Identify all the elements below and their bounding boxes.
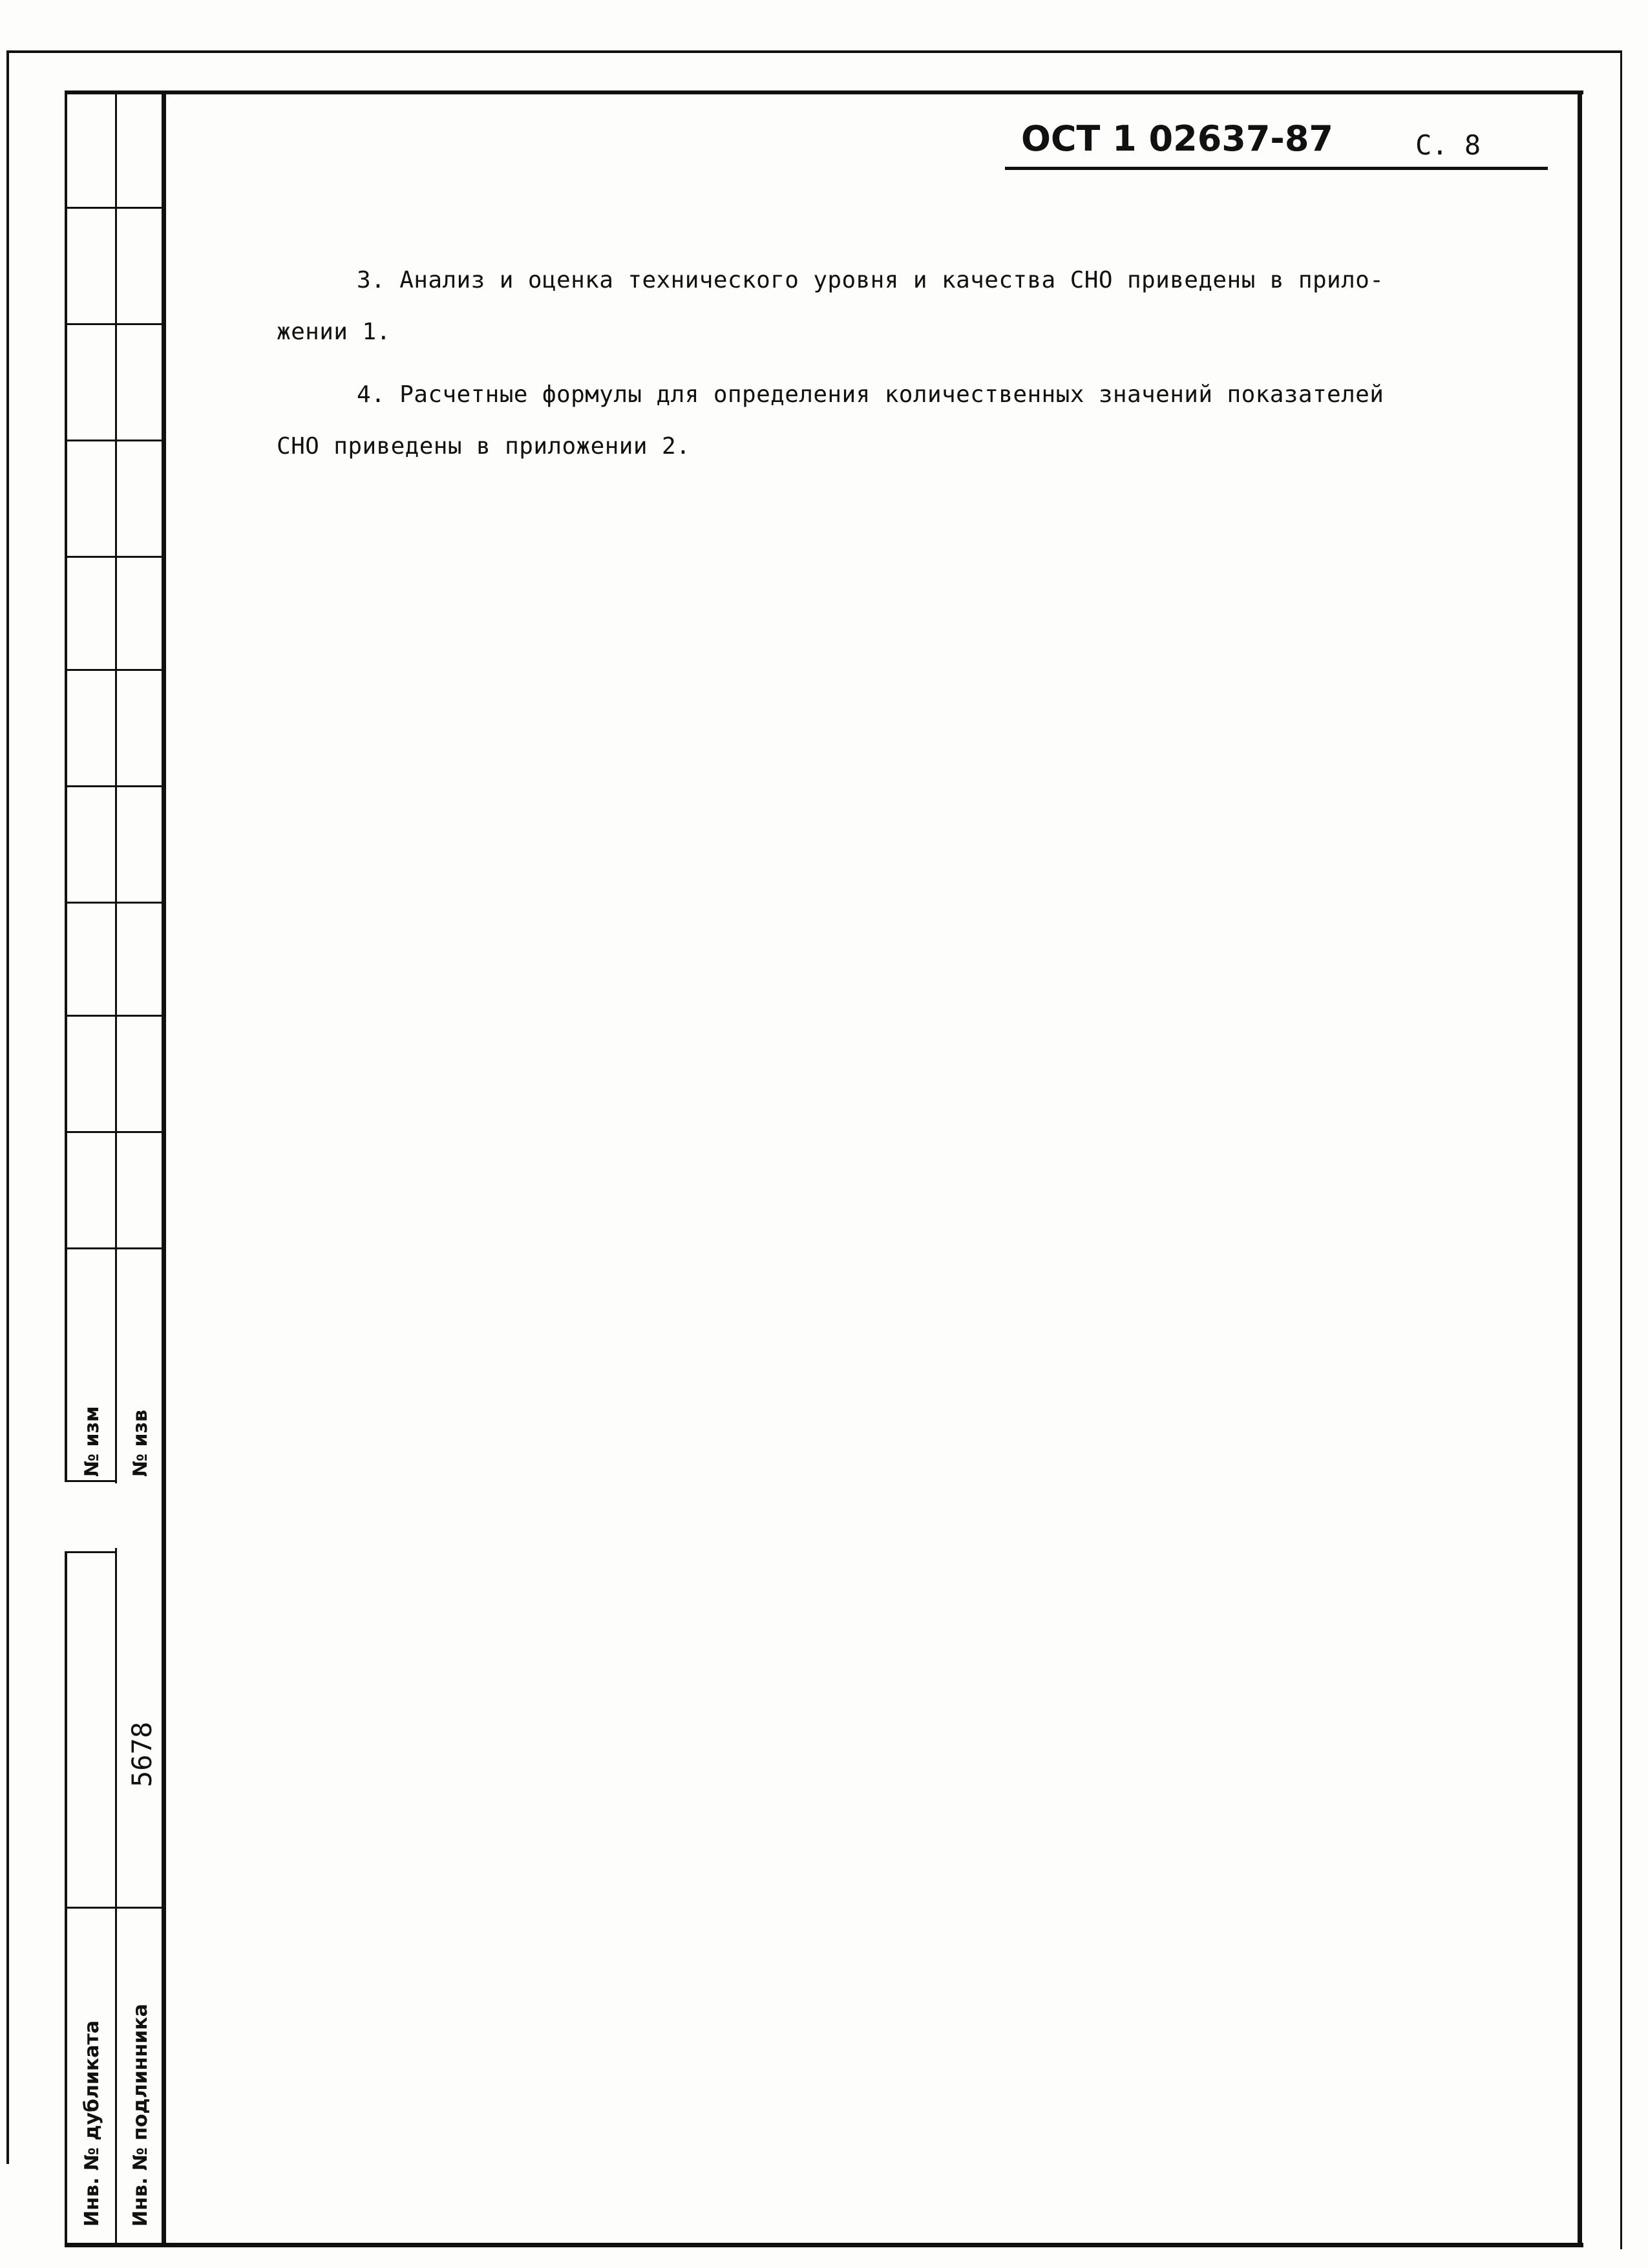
- paragraph-line: СНО приведены в приложении 2.: [277, 433, 691, 460]
- margin-row-sep: [65, 1131, 165, 1133]
- margin-strip-lower-left: [65, 1551, 67, 2247]
- margin-row-sep: [65, 1015, 165, 1017]
- margin-strip-lower-divider: [115, 1548, 117, 2247]
- frame-top: [65, 90, 1583, 94]
- sheet-border-right: [1620, 52, 1622, 2249]
- paragraph-line: 3. Анализ и оценка технического уровня и качества СНО приведены в прило-: [357, 267, 1384, 293]
- frame-bottom: [65, 2243, 1583, 2247]
- margin-row-sep: [65, 440, 165, 441]
- margin-row-sep: [65, 207, 165, 209]
- margin-row-sep: [65, 1247, 165, 1249]
- frame-right: [1578, 90, 1582, 2247]
- sheet-border-left: [6, 50, 9, 2164]
- sheet-border-top: [6, 50, 1622, 53]
- notice-number-label: № изв: [129, 1410, 152, 1477]
- frame-left: [162, 90, 166, 2247]
- margin-strip-lower-mid: [65, 1907, 165, 1909]
- change-number-label: № изм: [81, 1406, 103, 1477]
- margin-row-sep: [65, 556, 165, 558]
- duplicate-inventory-label: Инв. № дубликата: [81, 2020, 103, 2227]
- paragraph-line: жении 1.: [277, 319, 391, 345]
- original-inventory-label: Инв. № подлинника: [129, 2004, 152, 2227]
- margin-row-sep: [65, 669, 165, 671]
- margin-strip-upper-bottom: [65, 1480, 116, 1482]
- margin-row-sep: [65, 323, 165, 325]
- original-inventory-number: 5678: [126, 1721, 158, 1787]
- header-underline: [1005, 167, 1548, 170]
- paragraph-line: 4. Расчетные формулы для определения количественных значений показателей: [357, 381, 1384, 408]
- page-number: С. 8: [1415, 129, 1481, 161]
- margin-row-sep: [65, 902, 165, 904]
- margin-row-sep: [65, 785, 165, 787]
- margin-strip-lower-top: [65, 1551, 116, 1553]
- standard-code: ОСТ 1 02637-87: [1021, 118, 1333, 159]
